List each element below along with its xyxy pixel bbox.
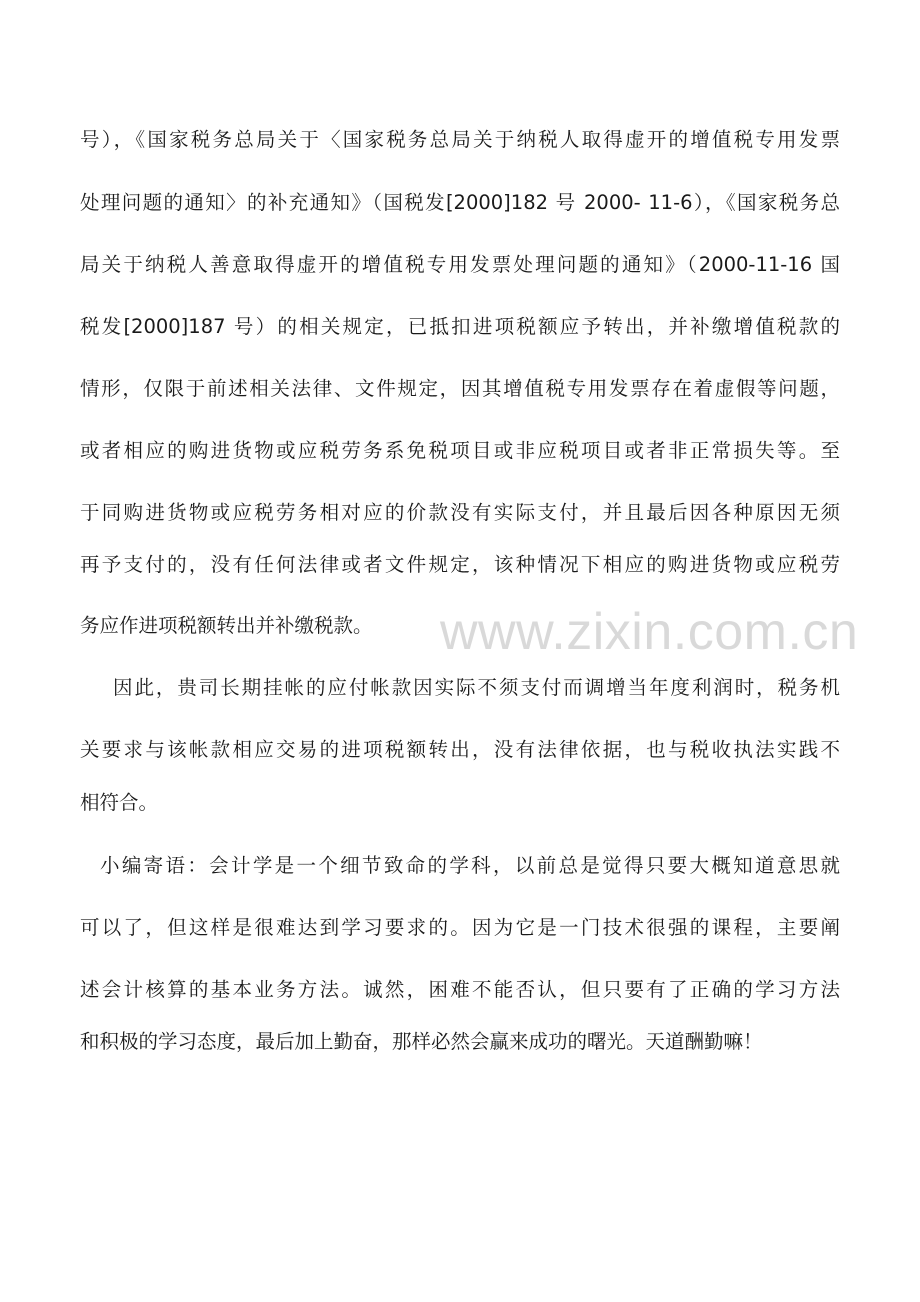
text-line: 情形，仅限于前述相关法律、文件规定，因其增值税专用发票存在着虚假等问题，	[80, 377, 840, 400]
text-line: 小编寄语：会计学是一个细节致命的学科，以前总是觉得只要大概知道意思就	[100, 854, 840, 877]
text-line: 处理问题的通知〉的补充通知》（国税发[2000]182 号 2000- 11-6），《国家税务总	[80, 191, 840, 214]
text-line: 和积极的学习态度，最后加上勤奋，那样必然会赢来成功的曙光。天道酬勤嘛！	[80, 1030, 763, 1053]
text-line: 可以了，但这样是很难达到学习要求的。因为它是一门技术很强的课程，主要阐	[80, 916, 840, 939]
text-line: 或者相应的购进货物或应税劳务系免税项目或非应税项目或者非正常损失等。至	[80, 439, 840, 462]
text-line: 务应作进项税额转出并补缴税款。	[80, 614, 373, 637]
watermark: www.zixin.com.cn	[440, 603, 859, 661]
text-line: 再予支付的，没有任何法律或者文件规定，该种情况下相应的购进货物或应税劳	[80, 553, 840, 576]
text-line: 税发[2000]187 号）的相关规定，已抵扣进项税额应予转出，并补缴增值税款的	[80, 315, 840, 338]
text-line: 于同购进货物或应税劳务相对应的价款没有实际支付，并且最后因各种原因无须	[80, 501, 840, 524]
text-line: 述会计核算的基本业务方法。诚然，困难不能否认，但只要有了正确的学习方法	[80, 978, 840, 1001]
text-line: 相符合。	[80, 791, 159, 814]
text-line: 关要求与该帐款相应交易的进项税额转出，没有法律依据，也与税收执法实践不	[80, 738, 840, 761]
text-line: 因此，贵司长期挂帐的应付帐款因实际不须支付而调增当年度利润时，税务机	[113, 676, 840, 699]
text-line: 局关于纳税人善意取得虚开的增值税专用发票处理问题的通知》（2000-11-16 国	[80, 253, 840, 276]
text-line: 号），《国家税务总局关于〈国家税务总局关于纳税人取得虚开的增值税专用发票	[80, 128, 840, 151]
